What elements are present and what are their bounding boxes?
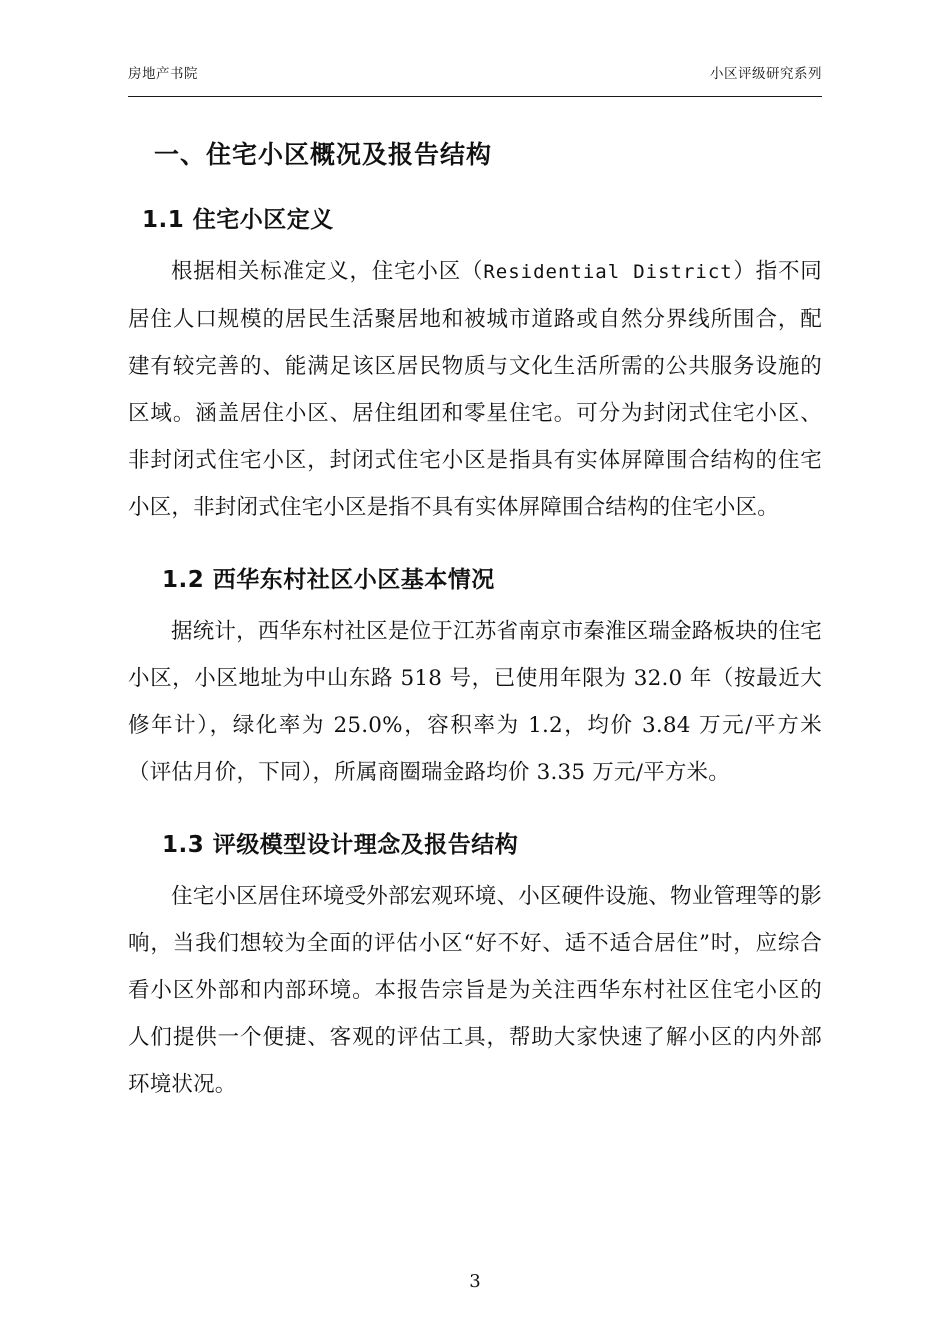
paragraph-1-2: 据统计，西华东村社区是位于江苏省南京市秦淮区瑞金路板块的住宅小区，小区地址为中山东路 518 号，已使用年限为 32.0 年（按最近大修年计），绿化率为 25.0%，容积率为 1.2，均价 3.84 万元/平方米（评估月价，下同），所属商圈瑞金路均价 3.35 万元/平方米。	[128, 619, 823, 785]
header-left-text: 房地产书院	[128, 66, 198, 82]
paragraph-1-1	[128, 248, 822, 531]
header-right-text: 小区评级研究系列	[710, 66, 822, 82]
paragraph-1-1-tail: ）指不同居住人口规模的居民生活聚居地和被城市道路或自然分界线所围合，配建有较完善的、能满足该区居民物质与文化生活所需的公共服务设施的区域。涵盖居住小区、居住组团和零星住宅。可分为封闭式住宅小区、非封闭式住宅小区，封闭式住宅小区是指具有实体屏障围合结构的住宅小区，非封闭式住宅小区是指不具有实体屏障围合结构的住宅小区。	[128, 259, 822, 520]
page-number: 3	[469, 1271, 481, 1292]
subsection-heading-1-2: 1.2 西华东村社区小区基本情况	[162, 567, 495, 593]
subsection-heading-1-1: 1.1 住宅小区定义	[142, 207, 334, 233]
section-title: 一、住宅小区概况及报告结构	[154, 140, 493, 169]
running-header	[128, 62, 822, 97]
subsection-heading-1-3: 1.3 评级模型设计理念及报告结构	[162, 832, 519, 858]
paragraph-1-1-latin-term: Residential District	[483, 261, 733, 283]
paragraph-1-3: 住宅小区居住环境受外部宏观环境、小区硬件设施、物业管理等的影响，当我们想较为全面的评估小区“好不好、适不适合居住”时，应综合看小区外部和内部环境。本报告宗旨是为关注西华东村社区住宅小区的人们提供一个便捷、客观的评估工具，帮助大家快速了解小区的内外部环境状况。	[128, 884, 823, 1097]
paragraph-1-1-lead: 根据相关标准定义，住宅小区（	[171, 259, 484, 284]
